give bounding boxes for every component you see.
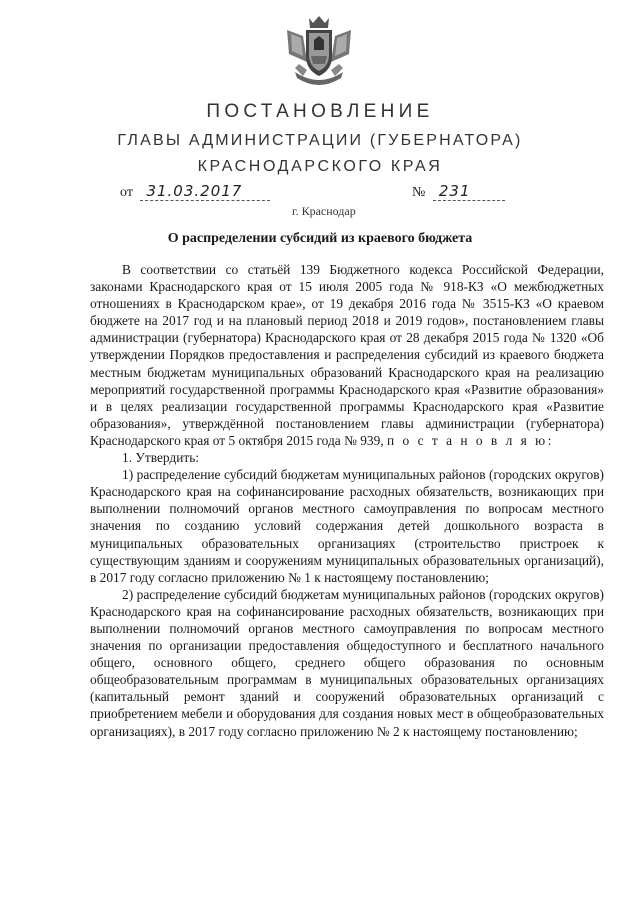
decree-word: п о с т а н о в л я ю:: [387, 432, 554, 448]
preamble-text: В соответствии со статьёй 139 Бюджетного кодекса Российской Федерации, законами Краснодарского края от 15 июля 2005 года № 918-КЗ «О межбюджетных отношениях в Краснодарском крае», от 19 декабря 2016 года № 3515-КЗ «О краевом бюджете на 2017 год и на плановый период 2018 и 2019 годов», постановлением главы администрации (губернатора) Краснодарского края от 28 декабря 2015 года № 1320 «Об утверждении Порядков предоставления и распределения субсидий из краевого бюджета местным бюджетам муниципальных образований Краснодарского края на реализацию мероприятий государственной программы Краснодарского края «Развитие образования» и в целях реализации государственной программы Краснодарского края «Развитие образования», утверждённой постановлением главы администрации (губернатора) Краснодарского края от 5 октября 2015 года № 939,: [90, 262, 604, 448]
preamble-paragraph: [90, 261, 604, 449]
item-1: 1. Утвердить:: [122, 450, 200, 466]
date-line: [120, 182, 270, 201]
document-body: [90, 261, 604, 740]
date-prefix: от: [120, 185, 133, 200]
issuing-authority: ГЛАВЫ АДМИНИСТРАЦИИ (ГУБЕРНАТОРА): [117, 132, 523, 149]
number-line: [412, 182, 505, 201]
document-subject: О распределении субсидий из краевого бюджета: [167, 231, 473, 246]
coat-of-arms-icon: [281, 14, 357, 92]
document-type-title: ПОСТАНОВЛЕНИЕ: [206, 101, 434, 122]
item-1-1: 1) распределение субсидий бюджетам муниципальных районов (городских округов) Краснодарского края на софинансирование расходных обязательств, возникающих при выполнении полномочий органов местного самоуправления по вопросам местного значения по созданию условий содержания детей дошкольного возраста в муниципальных образовательных организациях (строительство пристроек к существующим зданиям и сооружениям муниципальных образовательных организаций), в 2017 году согласно приложению № 1 к настоящему постановлению;: [90, 467, 604, 585]
region-name: КРАСНОДАРСКОГО КРАЯ: [197, 158, 443, 175]
number-prefix: №: [412, 185, 426, 200]
document-number: 231: [433, 182, 505, 201]
issue-city: г. Краснодар: [292, 204, 356, 218]
document-date: 31.03.2017: [140, 182, 270, 201]
item-1-2: 2) распределение субсидий бюджетам муниципальных районов (городских округов) Краснодарского края на софинансирование расходных обязательств, возникающих при выполнении полномочий органов местного самоуправления по вопросам местного значения по организации предоставления общедоступного и бесплатного начального общего, основного общего, среднего общего образования по основным общеобразовательным программам в муниципальных образовательных организациях (капитальный ремонт зданий и сооружений образовательных организаций с приобретением мебели и оборудования для создания новых мест в общеобразовательных организациях), в 2017 году согласно приложению № 2 к настоящему постановлению;: [90, 586, 604, 739]
